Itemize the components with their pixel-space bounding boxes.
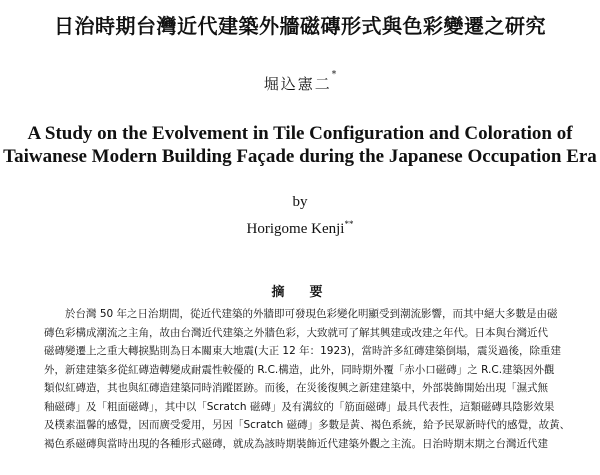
by-label: by xyxy=(292,194,308,210)
english-title-line-2: Taiwanese Modern Building Façade during the Japanese Occupation Era xyxy=(3,146,597,167)
chinese-title: 日治時期台灣近代建築外牆磁磚形式與色彩變遷之研究 xyxy=(54,14,546,38)
abstract-line: 於台灣 50 年之日治期間，從近代建築的外牆即可發現色彩變化明顯受到潮流影響，而其中絕大多數是由磁 xyxy=(44,308,558,320)
abstract-line: 外，新建建築多從紅磚造轉變成耐震性較優的 R.C.構造，此外，同時期外覆「赤小口磁磚」之 R.C.建築因外觀 xyxy=(44,363,555,376)
english-title xyxy=(0,122,600,168)
abstract-line: 類似紅磚造，其也與紅磚造建築同時消蹤匿跡。而後，在災後復興之新建建築中，外部裝飾開始出現「濕式無 xyxy=(44,382,548,394)
chinese-author-name: 堀込憲二 xyxy=(263,75,332,93)
chinese-author-footnote-mark: * xyxy=(331,70,337,80)
abstract-line: 褐色系磁磚與當時出現的各種形式磁磚，就成為該時期裝飾近代建築外觀之主流。日治時期末期之台灣近代建 xyxy=(44,437,548,450)
english-author-name: Horigome Kenji xyxy=(246,221,345,237)
english-author-footnote-mark: ** xyxy=(344,219,354,229)
chinese-author xyxy=(0,70,600,94)
abstract-line: 磚色彩構成潮流之主角，故由台灣近代建築之外牆色彩，大致就可了解其興建或改建之年代。日本與台灣近代 xyxy=(44,326,548,339)
abstract-line: 及樸素溫馨的感覺，因而廣受愛用，另因「Scratch 磁磚」多數是黃、褐色系統，給予民眾新時代的感覺，故黃、 xyxy=(44,419,571,431)
abstract-line: 磁磚變遷上之重大轉捩點則為日本關東大地震(大正 12 年：1923)，當時許多紅磚建築倒塌，震災過後，除重建 xyxy=(44,345,561,357)
english-author xyxy=(0,221,600,238)
english-title-line-1: A Study on the Evolvement in Tile Configuration and Coloration of xyxy=(27,123,573,144)
abstract-body xyxy=(44,305,584,453)
abstract-heading: 摘 要 xyxy=(271,285,329,300)
abstract-line: 釉磁磚」及「粗面磁磚」，其中以「Scratch 磁磚」及有溝紋的「筋面磁磚」最具代表性，這類磁磚具陰影效果 xyxy=(44,400,555,413)
